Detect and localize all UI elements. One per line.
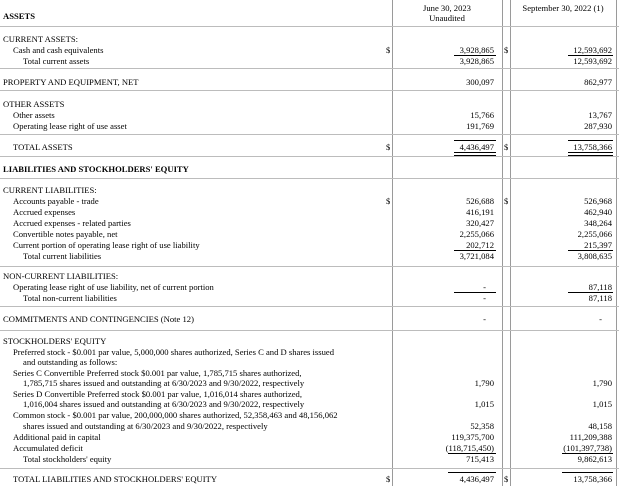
dollar-sign: $ bbox=[386, 142, 391, 152]
dollar-sign: $ bbox=[504, 142, 509, 152]
value-2023: 4,436,497 bbox=[459, 474, 494, 484]
value-2022: 13,758,366 bbox=[573, 142, 612, 152]
row-label: Total stockholders' equity bbox=[23, 454, 112, 464]
stockholders-equity-heading: STOCKHOLDERS' EQUITY bbox=[3, 336, 107, 346]
row-label: Accrued expenses bbox=[13, 207, 76, 217]
value-2023: - bbox=[483, 293, 486, 303]
current-liabilities-heading: CURRENT LIABILITIES: bbox=[3, 185, 97, 195]
row-label: COMMITMENTS AND CONTINGENCIES (Note 12) bbox=[3, 314, 194, 324]
value-2023: 526,688 bbox=[466, 196, 494, 206]
non-current-liabilities-heading: NON-CURRENT LIABILITIES: bbox=[3, 271, 119, 281]
row-label: Additional paid in capital bbox=[13, 432, 101, 442]
underline bbox=[562, 472, 613, 473]
row-label: 1,016,004 shares issued and outstanding at 6/30/2023 and 9/30/2022, respectively bbox=[23, 399, 305, 409]
value-2023: 3,928,865 bbox=[459, 45, 494, 55]
value-2022: 9,862,613 bbox=[577, 454, 612, 464]
value-2023: 3,928,865 bbox=[459, 56, 494, 66]
dollar-sign: $ bbox=[504, 196, 509, 206]
value-2023: 300,097 bbox=[466, 77, 494, 87]
value-2022: 48,158 bbox=[588, 421, 612, 431]
value-2022: 1,015 bbox=[592, 399, 612, 409]
row-label: Series C Convertible Preferred stock $0.001 par value, 1,785,715 shares authorized, bbox=[13, 368, 302, 378]
row-label: Accrued expenses - related parties bbox=[13, 218, 131, 228]
row-separator bbox=[0, 134, 619, 135]
row-label: PROPERTY AND EQUIPMENT, NET bbox=[3, 77, 139, 87]
row-label: TOTAL LIABILITIES AND STOCKHOLDERS' EQUITY bbox=[13, 474, 218, 484]
value-2022: 348,264 bbox=[584, 218, 612, 228]
value-2022: 87,118 bbox=[588, 282, 612, 292]
other-assets-heading: OTHER ASSETS bbox=[3, 99, 65, 109]
value-2023: 1,790 bbox=[474, 378, 494, 388]
value-2022: 111,209,388 bbox=[569, 432, 612, 442]
value-2023: 715,413 bbox=[466, 454, 494, 464]
row-label: Series D Convertible Preferred stock $0.001 par value, 1,016,014 shares authorized, bbox=[13, 389, 303, 399]
row-label: Accumulated deficit bbox=[13, 443, 83, 453]
value-2022: 862,977 bbox=[584, 77, 612, 87]
row-label: and outstanding as follows: bbox=[23, 357, 118, 367]
value-2023: 52,358 bbox=[470, 421, 494, 431]
row-separator bbox=[0, 330, 619, 331]
row-separator bbox=[0, 156, 619, 157]
column-divider bbox=[502, 0, 503, 486]
value-2022: - bbox=[599, 314, 602, 324]
value-2023: 15,766 bbox=[470, 110, 494, 120]
underline bbox=[568, 140, 613, 141]
value-2022: 215,397 bbox=[584, 240, 612, 250]
value-2023: 3,721,084 bbox=[459, 251, 494, 261]
row-separator bbox=[0, 266, 619, 267]
value-2022: 3,808,635 bbox=[577, 251, 612, 261]
value-2023: 191,769 bbox=[466, 121, 494, 131]
dollar-sign: $ bbox=[386, 45, 391, 55]
row-label: Cash and cash equivalents bbox=[13, 45, 104, 55]
value-2022: 1,790 bbox=[592, 378, 612, 388]
column-header-june-2023: June 30, 2023 bbox=[423, 3, 471, 13]
value-2023: (118,715,450) bbox=[445, 443, 494, 453]
row-separator bbox=[0, 68, 619, 69]
row-label: Operating lease right of use liability, net of current portion bbox=[13, 282, 214, 292]
row-label: 1,785,715 shares issued and outstanding at 6/30/2023 and 9/30/2022, respectively bbox=[23, 378, 305, 388]
row-label: Common stock - $0.001 par value, 200,000,000 shares authorized, 52,358,463 and 48,156,062 bbox=[13, 410, 338, 420]
row-label: Preferred stock - $0.001 par value, 5,000,000 shares authorized, Series C and D shares issued bbox=[13, 347, 334, 357]
value-2023: 2,255,066 bbox=[459, 229, 494, 239]
row-separator bbox=[0, 306, 619, 307]
value-2023: 4,436,497 bbox=[459, 142, 494, 152]
value-2022: 12,593,692 bbox=[573, 56, 612, 66]
row-separator bbox=[0, 90, 619, 91]
row-label: Current portion of operating lease right of use liability bbox=[13, 240, 200, 250]
value-2022: 12,593,692 bbox=[573, 45, 612, 55]
column-divider bbox=[616, 0, 617, 486]
liabilities-heading: LIABILITIES AND STOCKHOLDERS' EQUITY bbox=[3, 164, 189, 174]
value-2023: 416,191 bbox=[466, 207, 494, 217]
value-2022: 462,940 bbox=[584, 207, 612, 217]
dollar-sign: $ bbox=[504, 45, 509, 55]
double-underline bbox=[454, 152, 496, 156]
value-2023: 119,375,700 bbox=[451, 432, 494, 442]
value-2022: 13,767 bbox=[588, 110, 612, 120]
row-label: Other assets bbox=[13, 110, 55, 120]
column-header-september-2022: September 30, 2022 (1) bbox=[522, 3, 604, 13]
value-2023: - bbox=[483, 314, 486, 324]
underline bbox=[454, 140, 496, 141]
row-label: shares issued and outstanding at 6/30/2023 and 9/30/2022, respectively bbox=[23, 421, 268, 431]
dollar-sign: $ bbox=[504, 474, 509, 484]
dollar-sign: $ bbox=[386, 196, 391, 206]
value-2022: (101,397,738) bbox=[563, 443, 612, 453]
column-divider bbox=[392, 0, 393, 486]
underline bbox=[448, 472, 496, 473]
row-label: Accounts payable - trade bbox=[13, 196, 99, 206]
value-2022: 13,758,366 bbox=[573, 474, 612, 484]
row-label: Total current assets bbox=[23, 56, 90, 66]
dollar-sign: $ bbox=[386, 474, 391, 484]
row-label: Total current liabilities bbox=[23, 251, 102, 261]
row-label: Convertible notes payable, net bbox=[13, 229, 118, 239]
column-header-unaudited: Unaudited bbox=[429, 13, 465, 23]
current-assets-heading: CURRENT ASSETS: bbox=[3, 34, 79, 44]
row-separator bbox=[0, 468, 619, 469]
double-underline bbox=[568, 152, 613, 156]
value-2023: 1,015 bbox=[474, 399, 494, 409]
value-2023: 320,427 bbox=[466, 218, 494, 228]
assets-heading: ASSETS bbox=[3, 11, 36, 21]
value-2022: 526,968 bbox=[584, 196, 612, 206]
value-2022: 287,930 bbox=[584, 121, 612, 131]
row-separator bbox=[0, 178, 619, 179]
value-2023: - bbox=[483, 282, 486, 292]
value-2022: 87,118 bbox=[588, 293, 612, 303]
row-label: TOTAL ASSETS bbox=[13, 142, 73, 152]
row-label: Total non-current liabilities bbox=[23, 293, 117, 303]
column-divider bbox=[510, 0, 511, 486]
row-separator bbox=[0, 26, 619, 27]
row-label: Operating lease right of use asset bbox=[13, 121, 127, 131]
value-2023: 202,712 bbox=[466, 240, 494, 250]
value-2022: 2,255,066 bbox=[577, 229, 612, 239]
